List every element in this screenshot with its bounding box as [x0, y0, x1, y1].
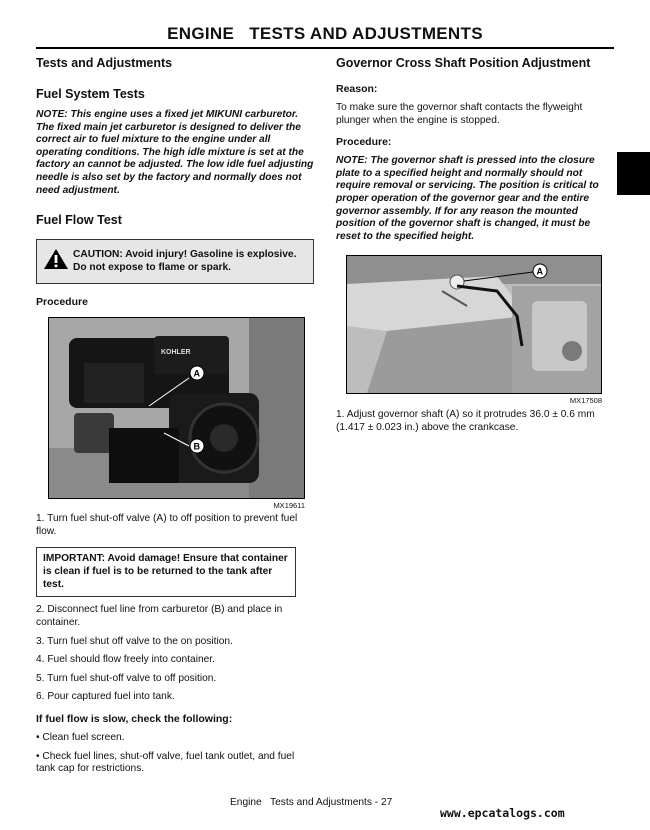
check-item-1: • Clean fuel screen. [36, 731, 125, 743]
step-2: 2. Disconnect fuel line from carburetor (B) and place in container. [36, 604, 283, 628]
fuel-system-note: NOTE: This engine uses a fixed jet MIKUNI carburetor. The fixed main jet carburetor is designed to deliver the correct air to fuel mixture to the engine under all operating conditions. The high idle mixture is set at the factory an cannot be adjusted. The low idle fuel adjusting needle is also set by the factory and normally does not need adjustment. [36, 109, 314, 196]
callout-b-label: B [193, 441, 200, 452]
caution-box [36, 239, 314, 284]
left-column [36, 54, 314, 776]
section-heading: Tests and Adjustments [36, 56, 173, 70]
procedure-label: Procedure [36, 296, 88, 309]
governor-note: NOTE: The governor shaft is pressed into the closure plate to a specified height and normally should not require removal or servicing. The position is critical to proper operation of the governor gear and the entire governor assembly. If for any reason the mounted position of the governor shaft is changed, it must be reset to the specified height. [336, 155, 599, 242]
governor-figure-wrapper [346, 255, 602, 405]
governor-step-1: 1. Adjust governor shaft (A) so it protrudes 36.0 ± 0.6 mm (1.417 ± 0.023 in.) above the crankcase. [336, 409, 595, 433]
step-5: 5. Turn fuel shut-off valve to off position. [36, 672, 217, 684]
step-1: 1. Turn fuel shut-off valve (A) to off position to prevent fuel flow. [36, 513, 298, 537]
engine-brand-label: KOHLER [161, 349, 191, 357]
step-3: 3. Turn fuel shut off valve to the on position. [36, 635, 233, 647]
check-item-2: • Check fuel lines, shut-off valve, fuel tank outlet, and fuel tank cap for restrictions. [36, 750, 295, 775]
engine-illustration [49, 318, 304, 498]
engine-figure-wrapper [48, 317, 305, 510]
callout-a-label: A [193, 368, 200, 379]
right-column [336, 54, 614, 435]
governor-figure-id: MX17508 [569, 396, 602, 406]
fuel-flow-heading: Fuel Flow Test [36, 213, 122, 228]
governor-illustration [347, 256, 601, 393]
slow-flow-heading: If fuel flow is slow, check the following: [36, 712, 233, 725]
step-4: 4. Fuel should flow freely into container. [36, 654, 215, 666]
caution-text: CAUTION: Avoid injury! Gasoline is explosive. Do not expose to flame or spark. [73, 249, 297, 274]
engine-figure-id: MX19611 [273, 501, 305, 511]
governor-callout-a-label: A [536, 266, 543, 277]
title-rule [36, 47, 614, 49]
page-title: ENGINE TESTS AND ADJUSTMENTS [167, 24, 483, 43]
step-6: 6. Pour captured fuel into tank. [36, 691, 175, 703]
governor-heading: Governor Cross Shaft Position Adjustment [336, 56, 591, 70]
section-tab-marker [617, 152, 650, 195]
fuel-system-heading: Fuel System Tests [36, 87, 145, 101]
important-box [36, 547, 296, 597]
footer-page-label: Engine Tests and Adjustments - 27 [230, 797, 393, 808]
important-text: IMPORTANT: Avoid damage! Ensure that container is clean if fuel is to be returned to the tank after test. [43, 553, 288, 591]
reason-label: Reason: [336, 83, 378, 95]
reason-text: To make sure the governor shaft contacts the flyweight plunger when the engine is stopped. [336, 102, 583, 126]
warning-triangle-icon [43, 248, 69, 270]
governor-photo [346, 255, 602, 394]
governor-procedure-label: Procedure: [336, 136, 392, 149]
engine-photo [48, 317, 305, 499]
footer-url: www.epcatalogs.com [440, 806, 565, 820]
